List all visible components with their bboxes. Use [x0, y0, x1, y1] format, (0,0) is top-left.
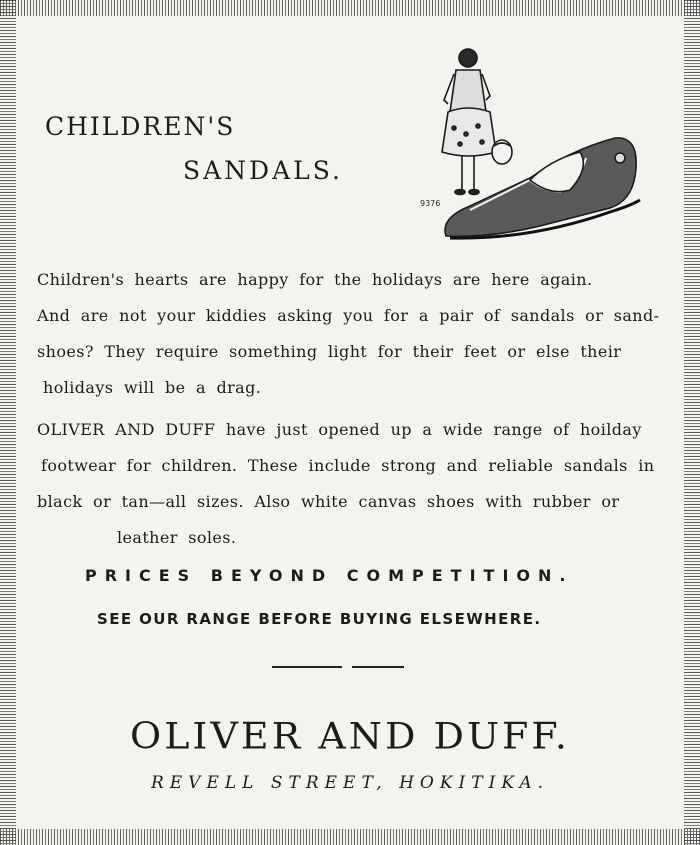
heading-childrens: CHILDREN'S — [45, 112, 236, 141]
paragraph-line: footwear for children. These include strong and reliable sandals in — [41, 456, 655, 475]
shoe-label: 9376 — [420, 199, 441, 208]
girl-and-sandal-illustration-icon — [410, 40, 650, 245]
paragraph-line: black or tan—all sizes. Also white canvas shoes with rubber or — [37, 492, 620, 511]
paragraph-line: leather soles. — [117, 528, 237, 547]
paragraph-line: holidays will be a drag. — [43, 378, 262, 397]
paragraph-line: Children's hearts are happy for the holidays are here again. — [37, 270, 593, 289]
paragraph-line: OLIVER AND DUFF have just opened up a wide range of hoilday — [37, 420, 642, 439]
prices-slogan: PRICES BEYOND COMPETITION. — [85, 566, 574, 585]
store-address: REVELL STREET, HOKITIKA. — [150, 773, 550, 793]
decorative-border-top — [0, 0, 700, 16]
decorative-border-bottom — [0, 829, 700, 845]
girl-figure-icon — [442, 49, 512, 195]
paragraph-line: shoes? They require something light for their feet or else their — [37, 342, 622, 361]
brand-name: OLIVER AND DUFF. — [130, 715, 570, 757]
range-slogan: SEE OUR RANGE BEFORE BUYING ELSEWHERE. — [97, 610, 542, 628]
heading-sandals: SANDALS. — [183, 156, 343, 185]
paragraph-line: And are not your kiddies asking you for a pair of sandals or sand- — [37, 306, 660, 325]
divider-rule-left — [272, 666, 342, 668]
divider-rule-right — [352, 666, 404, 668]
